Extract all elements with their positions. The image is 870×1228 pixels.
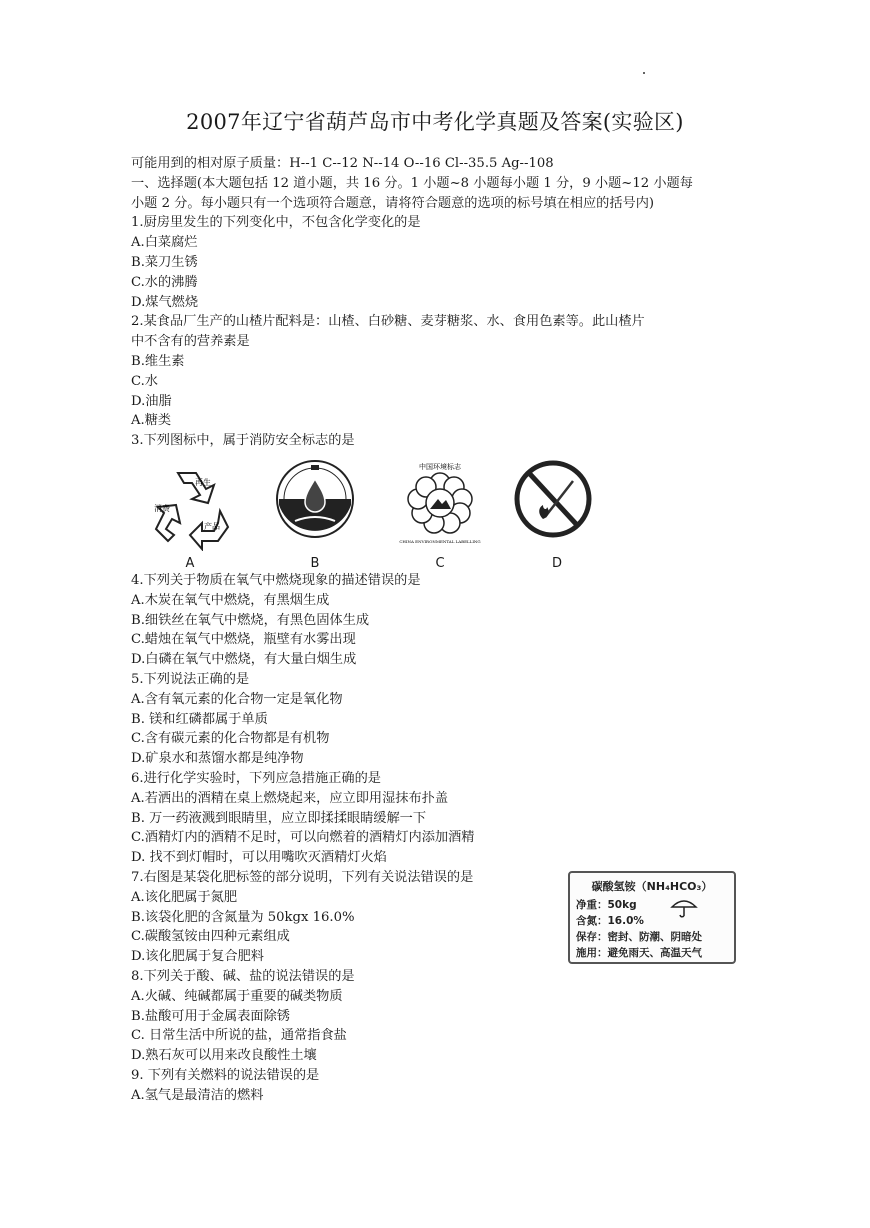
text-line: D.油脂 — [131, 393, 172, 409]
text-line: D.白磷在氧气中燃烧，有大量白烟生成 — [131, 652, 357, 668]
text-line: B.维生素 — [131, 354, 185, 369]
icon-option-c — [390, 455, 490, 573]
icon-letter-d: D — [551, 556, 562, 571]
text-line: A.火碱、纯碱都属于重要的碱类物质 — [131, 988, 343, 1004]
text-line: B. 万一药液溅到眼睛里，应立即揉揉眼睛缓解一下 — [131, 810, 427, 826]
text-line: D.煤气燃烧 — [131, 294, 199, 310]
text-line: A.含有氧元素的化合物一定是氧化物 — [131, 691, 343, 707]
text-line: 6.进行化学实验时，下列应急措施正确的是 — [131, 771, 381, 786]
text-line: 4.下列关于物质在氧气中燃烧现象的描述错误的是 — [131, 573, 421, 588]
fertilizer-label-title: 碳酸氢铵（NH₄HCO₃） — [591, 880, 713, 893]
icon-letter-b: B — [310, 556, 320, 571]
text-line: 可能用到的相对原子质量：H--1 C--12 N--14 O--16 Cl--35.5 Ag--108 — [131, 156, 554, 171]
page-dot — [643, 72, 645, 74]
text-line: 小题 2 分。每小题只有一个选项符合题意，请将符合题意的选项的标号填在相应的括号内) — [131, 195, 655, 211]
page-title: 2007年辽宁省葫芦岛市中考化学真题及答案(实验区) — [186, 110, 684, 134]
fertilizer-label — [568, 871, 736, 964]
fertilizer-label-row: 净重：50kg — [576, 899, 637, 911]
text-line: C.碳酸氢铵由四种元素组成 — [131, 929, 290, 945]
text-line: A.若洒出的酒精在桌上燃烧起来，应立即用湿抹布扑盖 — [131, 790, 449, 806]
icon-option-b — [265, 455, 365, 573]
keep-dry-umbrella-icon — [670, 897, 698, 919]
text-line: 7.右图是某袋化肥标签的部分说明，下列有关说法错误的是 — [131, 870, 474, 885]
text-line: D. 找不到灯帽时，可以用嘴吹灭酒精灯火焰 — [131, 850, 387, 866]
text-line: 中不含有的营养素是 — [131, 334, 250, 350]
c-top-text: 中国环境标志 — [419, 463, 461, 471]
recycle-text-3: 产品 — [204, 522, 220, 531]
no-fire-icon — [503, 455, 603, 551]
text-line: A.木炭在氧气中燃烧，有黑烟生成 — [131, 592, 330, 608]
text-line: A.氢气是最清洁的燃料 — [131, 1087, 264, 1103]
recycle-icon — [140, 455, 240, 551]
icon-letter-c: C — [435, 556, 445, 571]
recycle-text-1: 再生 — [195, 478, 211, 487]
water-saving-icon — [265, 455, 365, 551]
text-line: B.该袋化肥的含氮量为 50kgx 16.0% — [131, 909, 355, 925]
safety-icons-figure — [140, 455, 580, 575]
text-line: B.盐酸可用于金属表面除锈 — [131, 1008, 290, 1024]
text-line: B.菜刀生锈 — [131, 255, 198, 270]
environmental-label-icon — [390, 455, 490, 551]
icon-letter-a: A — [185, 556, 195, 571]
text-line: C. 日常生活中所说的盐，通常指食盐 — [131, 1028, 347, 1044]
text-line: A.该化肥属于氮肥 — [131, 889, 238, 905]
text-line: 2.某食品厂生产的山楂片配料是：山楂、白砂糖、麦芽糖浆、水、食用色素等。此山楂片 — [131, 314, 645, 330]
text-line: C.水的沸腾 — [131, 274, 198, 290]
text-line: C.含有碳元素的化合物都是有机物 — [131, 731, 330, 747]
text-line: B.细铁丝在氧气中燃烧，有黑色固体生成 — [131, 612, 370, 628]
text-line: C.酒精灯内的酒精不足时，可以向燃着的酒精灯内添加酒精 — [131, 830, 475, 846]
text-line: 3.下列图标中，属于消防安全标志的是 — [131, 433, 355, 449]
text-line: B. 镁和红磷都属于单质 — [131, 711, 268, 727]
text-line: 9. 下列有关燃料的说法错误的是 — [131, 1068, 320, 1083]
text-line: A.白菜腐烂 — [131, 235, 198, 251]
text-line: C.水 — [131, 373, 158, 389]
text-line: 一、选择题(本大题包括 12 道小题，共 16 分。1 小题~8 小题每小题 1 分，9 小题~12 小题每 — [131, 175, 693, 191]
fertilizer-label-row: 含氮：16.0% — [576, 915, 644, 927]
icon-option-d — [503, 455, 603, 573]
text-line: A.糖类 — [131, 413, 172, 429]
text-line: 5.下列说法正确的是 — [131, 672, 250, 687]
recycle-text-2: 消费 — [154, 504, 170, 513]
text-line: D.矿泉水和蒸馏水都是纯净物 — [131, 751, 304, 767]
text-line: C.蜡烛在氧气中燃烧，瓶壁有水雾出现 — [131, 632, 356, 648]
text-line: D.该化肥属于复合肥料 — [131, 949, 264, 965]
text-line: 1.厨房里发生的下列变化中，不包含化学变化的是 — [131, 215, 421, 231]
icon-option-a — [140, 455, 240, 573]
fertilizer-label-row: 施用：避免雨天、高温天气 — [576, 947, 702, 959]
text-line: D.熟石灰可以用来改良酸性土壤 — [131, 1048, 317, 1064]
fertilizer-label-row: 保存：密封、防潮、阴暗处 — [576, 931, 702, 943]
text-line: 8.下列关于酸、碱、盐的说法错误的是 — [131, 969, 355, 984]
c-bottom-text: CHINA ENVIRONMENTAL LABELLING — [399, 539, 481, 544]
